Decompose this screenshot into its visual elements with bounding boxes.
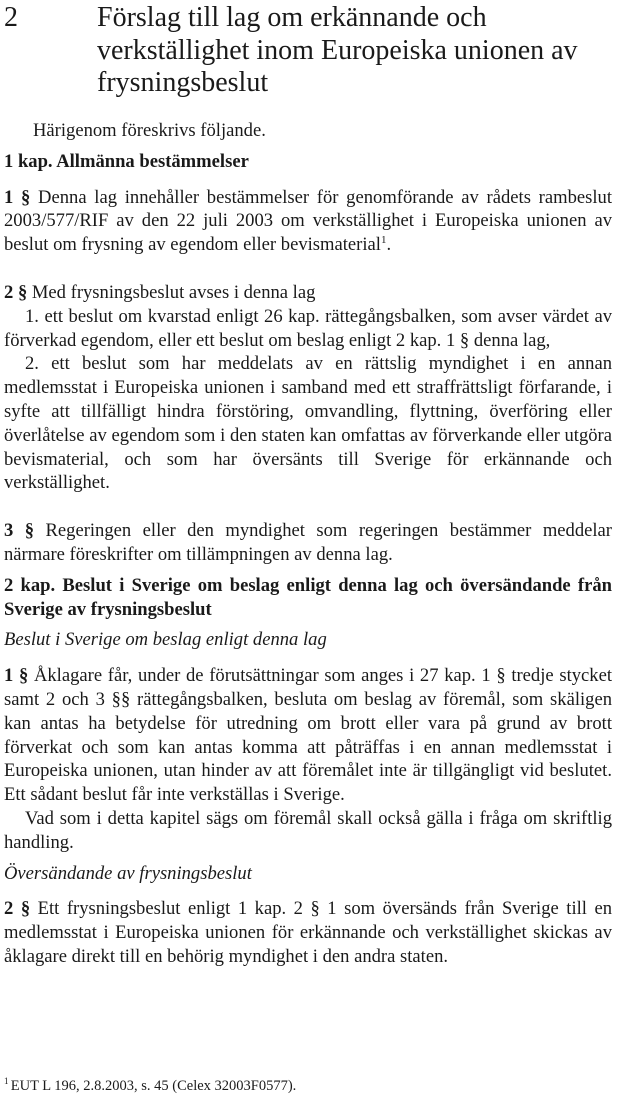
- section-text: Denna lag innehåller bestämmelser för genomförande av rådets rambeslut 2003/577/RIF av den 22 juli 2003 om verkställighet i Europeiska unionen av beslut om frysning av egendom eller bevismaterial: [4, 186, 612, 256]
- chapter-1-title: 1 kap. Allmänna bestämmelser: [4, 150, 249, 172]
- subheading-decision: Beslut i Sverige om beslag enligt denna lag: [4, 629, 327, 651]
- footnote-text: EUT L 196, 2.8.2003, s. 45 (Celex 32003F0577).: [10, 1078, 297, 1094]
- section-text-end: .: [386, 234, 392, 256]
- section-label: 1 §: [4, 186, 31, 208]
- document-body: [4, 119, 612, 969]
- heading-number: 2: [4, 2, 18, 33]
- chapter-1-section-2: [4, 281, 612, 305]
- chapter-1-section-3: [4, 519, 612, 567]
- list-item-2: 2. ett beslut som har meddelats av en rättslig myndighet i en annan medlemsstat i Europeiska unionen i samband med ett straffrättsligt förfarande, i syfte att tillfälligt hindra förstöring, omvandling, flyttning, överföring eller överlåtelse av egendom som i den staten kan omfattas av förverkande eller utgöra bevismaterial, och som har översänts till Sverige för erkännande och verkställighet.: [4, 353, 612, 494]
- chapter-2-section-1-paragraph-2: Vad som i detta kapitel sägs om föremål skall också gälla i fråga om skriftlig handling.: [4, 807, 612, 853]
- page-title: Förslag till lag om erkännande och verkställighet inom Europeiska unionen av frysningsbeslut: [97, 2, 578, 98]
- section-label: 3 §: [4, 520, 35, 542]
- section-label: 2 §: [4, 898, 31, 920]
- footnote-reference: 1: [380, 234, 387, 246]
- subheading-transmission: Översändande av frysningsbeslut: [4, 862, 252, 884]
- section-text: Ett frysningsbeslut enligt 1 kap. 2 § 1 som översänds från Sverige till en medlemsstat i Europeiska unionen för erkännande och verkställighet skickas av åklagare direkt till en behörig myndighet i den andra staten.: [4, 898, 613, 967]
- section-label: 2 §: [4, 281, 28, 303]
- chapter-1-section-1: [4, 186, 612, 257]
- section-text: Med frysningsbeslut avses i denna lag: [27, 281, 316, 303]
- footnote: [4, 1077, 612, 1095]
- chapter-2-title: 2 kap. Beslut i Sverige om beslag enligt denna lag och översändande från Sverige av frysningsbeslut: [4, 574, 612, 620]
- list-item-1: 1. ett beslut om kvarstad enligt 26 kap. rättegångsbalken, som avser värdet av förverkad egendom, eller ett beslut om beslag enligt 2 kap. 1 § denna lag,: [4, 305, 612, 351]
- intro-text: Härigenom föreskrivs följande.: [33, 120, 266, 141]
- footnote-mark: 1: [4, 1076, 9, 1087]
- section-label: 1 §: [4, 665, 29, 687]
- section-text: Åklagare får, under de förutsättningar som anges i 27 kap. 1 § tredje stycket samt 2 och 3 §§ rättegångsbalken, besluta om beslag av föremål, som skäligen kan antas ha betydelse för utredning om brott eller vara på grund av brott förverkat och som kan antas komma att påträffas i en annan medlemsstat i Europeiska unionen, utan hinder av att föremålet inte är tillgängligt vid beslutet. Ett sådant beslut får inte verkställas i Sverige.: [4, 665, 612, 806]
- chapter-2-section-1: [4, 664, 612, 807]
- chapter-2-section-2: [4, 897, 612, 968]
- section-text: Regeringen eller den myndighet som regeringen bestämmer meddelar närmare föreskrifter om tillämpningen av denna lag.: [4, 520, 612, 565]
